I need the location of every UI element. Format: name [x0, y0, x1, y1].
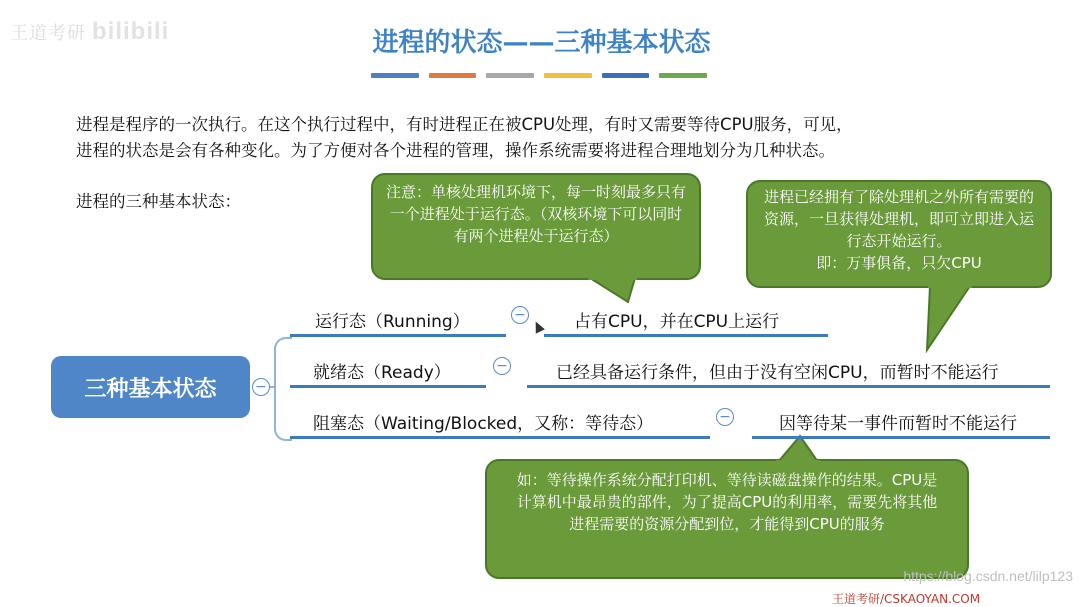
- note-ready-bubble: [746, 180, 1052, 288]
- branch-blocked-underline: [290, 436, 710, 439]
- branch-blocked-label: 阻塞态（Waiting/Blocked，又称：等待态）: [313, 414, 654, 434]
- note-running-bubble: [371, 173, 701, 280]
- slide-title: 进程的状态——三种基本状态: [372, 28, 711, 58]
- branch-running-underline: [290, 334, 506, 337]
- note-ready-summary: 即：万事俱备，只欠CPU: [816, 254, 982, 272]
- branch-blocked-detail-underline: [752, 436, 1050, 439]
- divider-bar: [371, 73, 419, 78]
- note-ready-pointer: [905, 284, 985, 354]
- logo-text: 王道考研: [10, 23, 86, 43]
- title-divider: [371, 73, 707, 78]
- branch-connector-stub: [270, 386, 276, 388]
- divider-bar: [659, 73, 707, 78]
- branch-ready-detail-underline: [527, 385, 1050, 388]
- divider-bar: [544, 73, 592, 78]
- note-ready-text: 进程已经拥有了除处理机之外所有需要的资源，一旦获得处理机，即可立即进入运行态开始运行。: [763, 188, 1034, 250]
- intro-line: 进程的状态是会有各种变化。为了方便对各个进程的管理，操作系统需要将进程合理地划分为几种状态。: [76, 141, 835, 160]
- branch-running-collapse-icon[interactable]: −: [511, 306, 529, 324]
- csdn-watermark: https://blog.csdn.net/lilp123: [903, 568, 1073, 584]
- note-running-text: 注意：单核处理机环境下，每一时刻最多只有一个进程处于运行态。（双核环境下可以同时有两个进程处于运行态）: [385, 183, 686, 245]
- mouse-cursor-icon: [531, 319, 545, 333]
- note-blocked-bubble: [485, 459, 969, 579]
- intro-paragraph: [76, 112, 1061, 164]
- branch-running-detail: 占有CPU，并在CPU上运行: [574, 312, 780, 332]
- branch-ready-detail: 已经具备运行条件，但由于没有空闲CPU，而暂时不能运行: [556, 363, 999, 383]
- footer-credit: 王道考研/CSKAOYAN.COM: [832, 592, 981, 606]
- branch-blocked-collapse-icon[interactable]: −: [716, 408, 734, 426]
- note-running-pointer: [560, 276, 650, 306]
- bilibili-logo: bilibili: [92, 18, 170, 45]
- intro-line: 进程是程序的一次执行。在这个执行过程中，有时进程正在被CPU处理，有时又需要等待CPU服务，可见，: [76, 115, 853, 134]
- branch-running-label: 运行态（Running）: [315, 312, 470, 332]
- divider-bar: [429, 73, 477, 78]
- branch-running-detail-underline: [544, 334, 828, 337]
- root-collapse-icon[interactable]: −: [252, 378, 270, 396]
- section-subtitle: 进程的三种基本状态：: [76, 192, 241, 211]
- branch-ready-label: 就绪态（Ready）: [313, 363, 451, 383]
- divider-bar: [602, 73, 650, 78]
- divider-bar: [486, 73, 534, 78]
- mindmap-root-node[interactable]: [51, 356, 250, 418]
- note-blocked-text: 如：等待操作系统分配打印机、等待读磁盘操作的结果。CPU是计算机中最昂贵的部件，为了提高CPU的利用率，需要先将其他进程需要的资源分配到位，才能得到CPU的服务: [516, 471, 938, 533]
- root-label: 三种基本状态: [84, 376, 217, 402]
- branch-blocked-detail: 因等待某一事件而暂时不能运行: [779, 414, 1017, 434]
- branch-ready-underline: [290, 385, 486, 388]
- branch-ready-collapse-icon[interactable]: −: [493, 357, 511, 375]
- branch-connector: [274, 337, 292, 441]
